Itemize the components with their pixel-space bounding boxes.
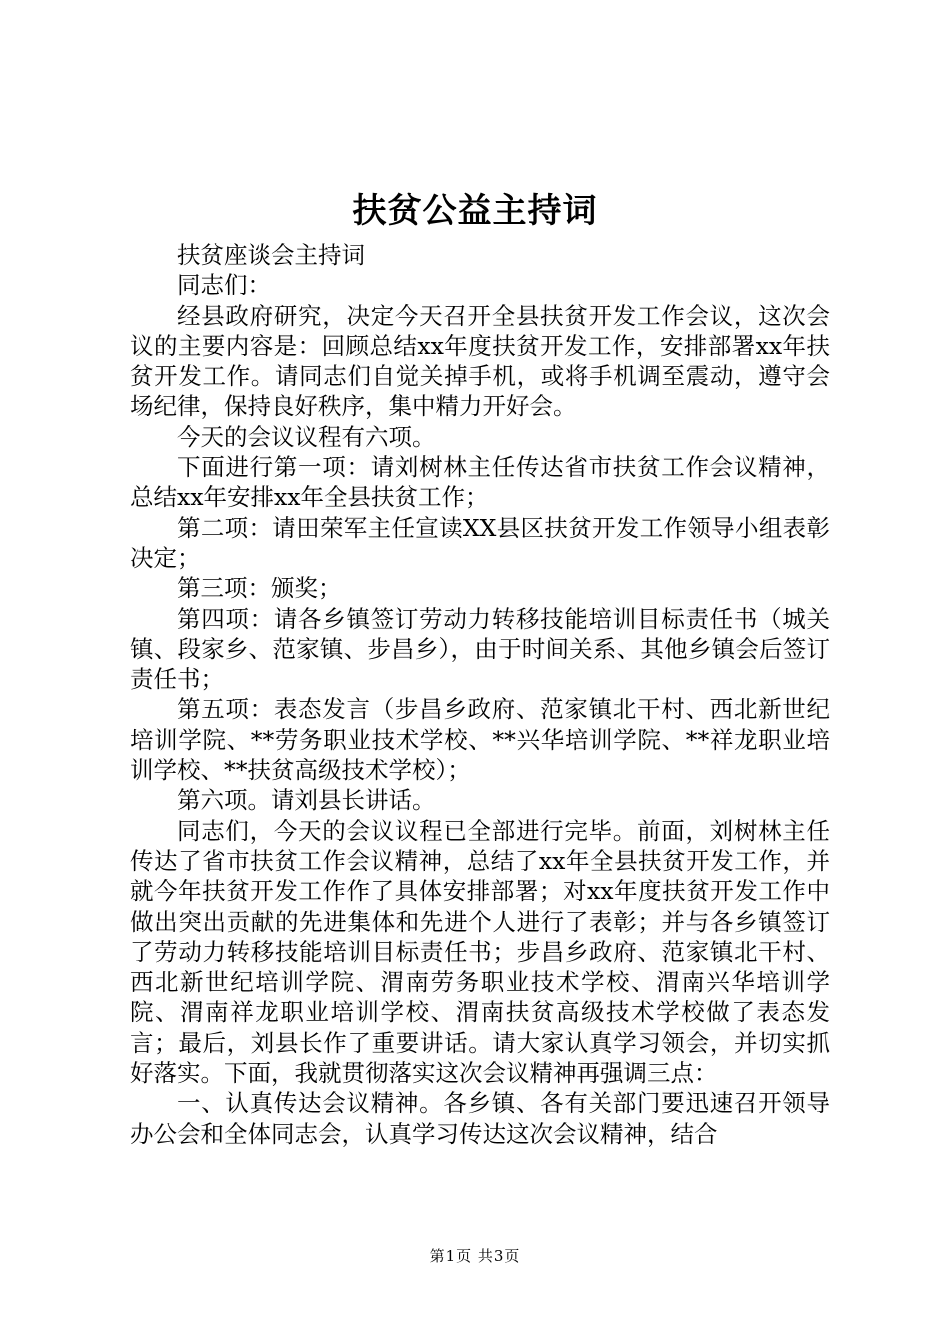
paragraph-item-1: 下面进行第一项：请刘树林主任传达省市扶贫工作会议精神，总结xx年安排xx年全县扶贫工作；	[130, 453, 830, 512]
paragraph-summary: 同志们，今天的会议议程已全部进行完毕。前面，刘树林主任传达了省市扶贫工作会议精神，总结了xx年全县扶贫开发工作，并就今年扶贫开发工作作了具体安排部署；对xx年度扶贫开发工作中做出突出贡献的先进集体和先进个人进行了表彰；并与各乡镇签订了劳动力转移技能培训目标责任书；步昌乡政府、范家镇北干村、西北新世纪培训学院、渭南劳务职业技术学校、渭南兴华培训学院、渭南祥龙职业培训学校、渭南扶贫高级技术学校做了表态发言；最后，刘县长作了重要讲话。请大家认真学习领会，并切实抓好落实。下面，我就贯彻落实这次会议精神再强调三点：	[130, 816, 830, 1088]
paragraph-item-6: 第六项。请刘县长讲话。	[177, 786, 436, 815]
document-title: 扶贫公益主持词	[352, 191, 598, 231]
paragraph-item-4: 第四项：请各乡镇签订劳动力转移技能培训目标责任书（城关镇、段家乡、范家镇、步昌乡），由于时间关系、其他乡镇会后签订责任书；	[130, 604, 830, 694]
paragraph-item-3: 第三项：颁奖；	[177, 574, 342, 603]
paragraph-agenda-count: 今天的会议议程有六项。	[177, 422, 436, 451]
paragraph-item-2: 第二项：请田荣军主任宣读XX县区扶贫开发工作领导小组表彰决定；	[130, 513, 830, 572]
paragraph-intro: 经县政府研究，决定今天召开全县扶贫开发工作会议，这次会议的主要内容是：回顾总结xx年度扶贫开发工作，安排部署xx年扶贫开发工作。请同志们自觉关掉手机，或将手机调至震动，遵守会场纪律，保持良好秩序，集中精力开好会。	[130, 301, 830, 421]
paragraph-subtitle: 扶贫座谈会主持词	[177, 241, 365, 269]
document-body	[130, 240, 830, 1149]
paragraph-item-5: 第五项：表态发言（步昌乡政府、范家镇北干村、西北新世纪培训学院、**劳务职业技术学校、**兴华培训学院、**祥龙职业培训学校、**扶贫高级技术学校）；	[130, 695, 830, 785]
page-footer: 第1页 共3页	[429, 1247, 521, 1265]
paragraph-salutation: 同志们：	[177, 271, 271, 300]
paragraph-point-1: 一、认真传达会议精神。各乡镇、各有关部门要迅速召开领导办公会和全体同志会，认真学习传达这次会议精神，结合	[130, 1089, 830, 1148]
